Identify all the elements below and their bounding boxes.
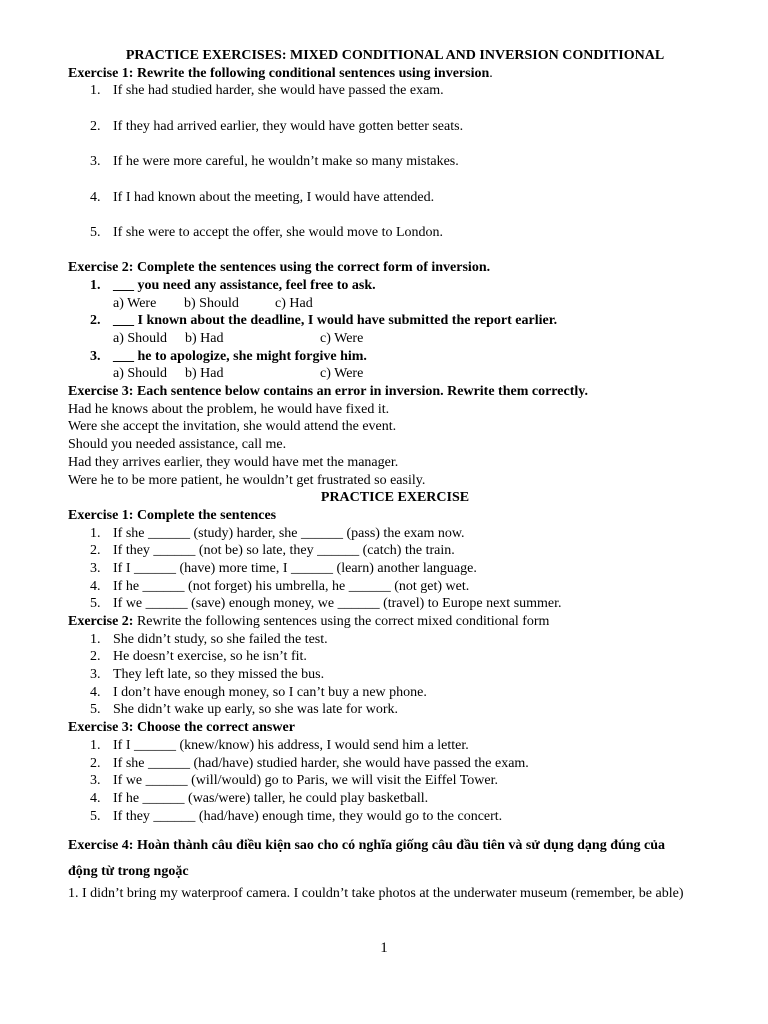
p2-ex2-label: Exercise 2: <box>68 614 134 629</box>
item-text: She didn’t wake up early, so she was late for work. <box>113 702 398 718</box>
item-number: 3. <box>90 348 101 364</box>
item-text: If she ______ (study) harder, she ______ (pass) the exam now. <box>113 525 465 541</box>
ex3-heading: Exercise 3: Each sentence below contains an error in inversion. Rewrite them correctly. <box>68 384 588 400</box>
item-number: 2. <box>90 313 101 329</box>
item-text: If he ______ (was/were) taller, he could play basketball. <box>113 790 429 806</box>
item-text: If we ______ (will/would) go to Paris, we will visit the Eiffel Tower. <box>113 773 499 789</box>
item-number: 4. <box>90 189 101 205</box>
page-number: 1 <box>380 940 388 956</box>
item-text: If I ______ (knew/know) his address, I would send him a letter. <box>113 737 469 753</box>
document-content <box>68 47 722 903</box>
ex2-heading: Exercise 2: Complete the sentences using the correct form of inversion. <box>68 260 491 276</box>
list-item <box>68 560 722 578</box>
p2-ex1-heading: Exercise 1: Complete the sentences <box>68 507 277 523</box>
list-item <box>68 755 722 773</box>
item-text: If we ______ (save) enough money, we ______ (travel) to Europe next summer. <box>113 596 562 612</box>
question-item <box>68 312 722 330</box>
p2-ex4-heading-line1: Exercise 4: Hoàn thành câu điều kiện sao cho có nghĩa giống câu đầu tiên và sử dụng dạng đúng của <box>68 838 666 854</box>
option-a: a) Should <box>113 366 168 382</box>
list-item <box>68 631 722 649</box>
option-b: b) Had <box>185 331 224 346</box>
options-row <box>68 330 722 348</box>
item-text: If they ______ (not be) so late, they ______ (catch) the train. <box>113 543 455 559</box>
question-text: ___ you need any assistance, feel free to ask. <box>113 277 376 293</box>
option-b: b) Had <box>185 366 224 382</box>
list-item <box>68 684 722 702</box>
list-item <box>68 808 722 826</box>
ex1-heading-text: Exercise 1: Rewrite the following conditional sentences using inversion <box>68 65 490 81</box>
list-item <box>68 542 722 560</box>
item-number: 2. <box>90 755 101 771</box>
sentence-line: Had he knows about the problem, he would have fixed it. <box>68 401 390 417</box>
item-number: 5. <box>90 808 101 824</box>
options-row <box>68 365 722 383</box>
list-item <box>68 790 722 808</box>
item-number: 1. <box>90 631 101 647</box>
options-row <box>68 295 722 313</box>
p2-ex2-heading-text: Rewrite the following sentences using the correct mixed conditional form <box>133 614 550 629</box>
item-number: 4. <box>90 684 101 700</box>
item-number: 2. <box>90 543 101 559</box>
list-item <box>68 772 722 790</box>
item-number: 3. <box>90 154 101 170</box>
question-text: ___ I known about the deadline, I would have submitted the report earlier. <box>113 313 558 329</box>
item-number: 4. <box>90 578 101 594</box>
item-number: 5. <box>90 596 101 612</box>
item-number: 1. <box>90 83 101 99</box>
p2-ex4-heading-line2: động từ trong ngoặc <box>68 864 189 880</box>
item-number: 4. <box>90 790 101 806</box>
sentence-line: Were he to be more patient, he wouldn’t get frustrated so easily. <box>68 472 426 488</box>
list-item <box>68 189 722 207</box>
option-a: a) Were <box>113 295 157 311</box>
item-number: 3. <box>90 560 101 576</box>
option-c: c) Were <box>320 366 364 382</box>
item-text: If she ______ (had/have) studied harder, she would have passed the exam. <box>113 755 529 771</box>
item-number: 2. <box>90 649 101 665</box>
item-text: If I ______ (have) more time, I ______ (learn) another language. <box>113 560 477 576</box>
list-item <box>68 666 722 684</box>
item-text: If they ______ (had/have) enough time, they would go to the concert. <box>113 808 503 824</box>
item-text: If she had studied harder, she would have passed the exam. <box>113 83 444 99</box>
ex1-heading <box>68 65 722 83</box>
option-b: b) Should <box>184 295 239 311</box>
p2-ex3-heading: Exercise 3: Choose the correct answer <box>68 720 295 736</box>
list-item <box>68 701 722 719</box>
sentence-line: Had they arrives earlier, they would have met the manager. <box>68 454 399 470</box>
list-item <box>68 595 722 613</box>
list-item <box>68 153 722 171</box>
list-item <box>68 737 722 755</box>
sentence-line: Were she accept the invitation, she would attend the event. <box>68 419 397 435</box>
item-text: If they had arrived earlier, they would have gotten better seats. <box>113 118 464 134</box>
list-item <box>68 82 722 100</box>
option-a: a) Should <box>113 331 168 346</box>
section-title: PRACTICE EXERCISE <box>320 490 470 506</box>
ex1-heading-period: . <box>489 65 493 81</box>
list-item <box>68 578 722 596</box>
item-text: If she were to accept the offer, she would move to London. <box>113 224 444 240</box>
item-text: She didn’t study, so she failed the test. <box>113 631 328 647</box>
sentence-line: Should you needed assistance, call me. <box>68 437 287 453</box>
item-number: 3. <box>90 667 101 683</box>
item-text: If he ______ (not forget) his umbrella, he ______ (not get) wet. <box>113 578 470 594</box>
item-text: If I had known about the meeting, I would have attended. <box>113 189 435 205</box>
item-number: 1. <box>90 277 101 293</box>
p2-ex2-heading <box>68 613 722 631</box>
list-item <box>68 525 722 543</box>
question-text: ___ he to apologize, she might forgive him. <box>113 348 367 364</box>
item-number: 2. <box>90 118 101 134</box>
question-item <box>68 348 722 366</box>
p2-ex4-item1: 1. I didn’t bring my waterproof camera. I couldn’t take photos at the underwater museum (remember, be able) <box>68 886 684 902</box>
item-number: 1. <box>90 737 101 753</box>
option-c: c) Had <box>275 295 313 311</box>
item-number: 3. <box>90 773 101 789</box>
question-item <box>68 277 722 295</box>
item-number: 1. <box>90 525 101 541</box>
list-item <box>68 118 722 136</box>
item-text: If he were more careful, he wouldn’t make so many mistakes. <box>113 154 459 170</box>
document-title: PRACTICE EXERCISES: MIXED CONDITIONAL AND INVERSION CONDITIONAL <box>125 48 665 63</box>
option-c: c) Were <box>320 331 364 346</box>
item-text: He doesn’t exercise, so he isn’t fit. <box>113 649 307 665</box>
list-item <box>68 648 722 666</box>
list-item <box>68 224 722 242</box>
item-number: 5. <box>90 702 101 718</box>
item-text: I don’t have enough money, so I can’t buy a new phone. <box>113 684 427 700</box>
item-number: 5. <box>90 224 101 240</box>
item-text: They left late, so they missed the bus. <box>113 667 325 683</box>
